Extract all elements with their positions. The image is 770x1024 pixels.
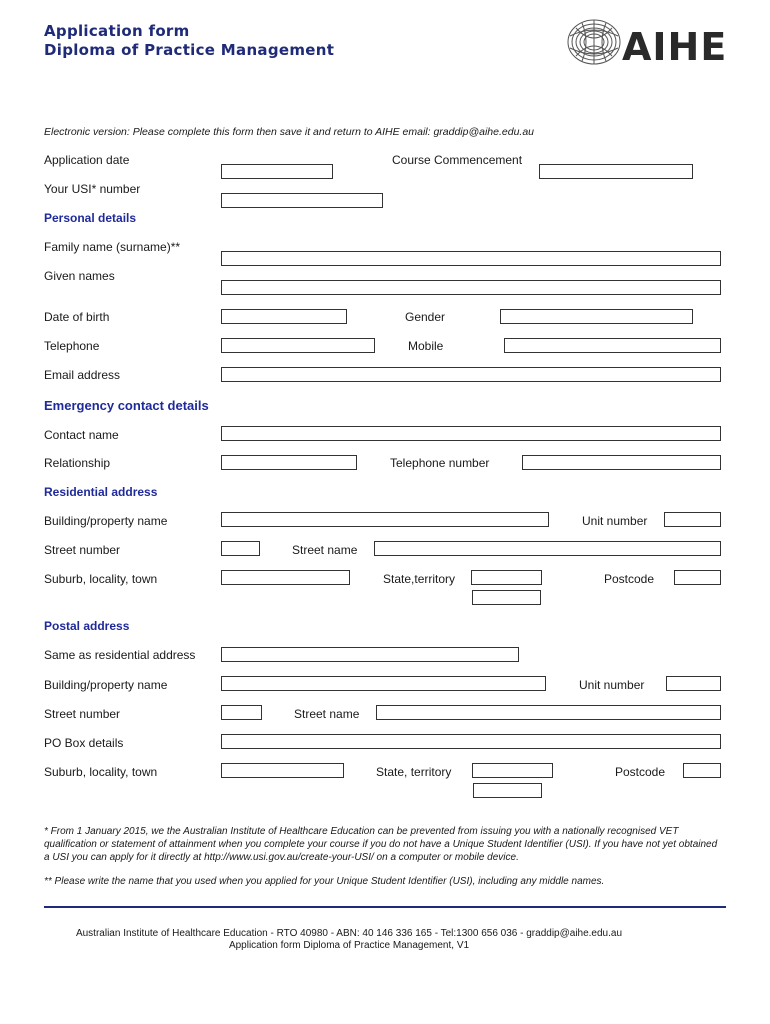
gender-label: Gender bbox=[405, 310, 446, 324]
relationship-field[interactable] bbox=[221, 455, 357, 470]
given-names-label: Given names bbox=[44, 269, 115, 283]
res-street-number-label: Street number bbox=[44, 543, 121, 557]
aihe-logo-icon bbox=[566, 18, 622, 66]
course-commencement-label: Course Commencement bbox=[392, 153, 523, 167]
course-commencement-field[interactable] bbox=[539, 164, 693, 179]
date-of-birth-field[interactable] bbox=[221, 309, 347, 324]
relationship-label: Relationship bbox=[44, 456, 111, 470]
post-suburb-label: Suburb, locality, town bbox=[44, 765, 158, 779]
usi-number-label: Your USI* number bbox=[44, 182, 141, 196]
post-street-name-field[interactable] bbox=[376, 705, 721, 720]
mobile-label: Mobile bbox=[408, 339, 444, 353]
res-suburb-field[interactable] bbox=[221, 570, 350, 585]
emergency-telephone-label: Telephone number bbox=[390, 456, 490, 470]
intro-text: Electronic version: Please complete this form then save it and return to AIHE email: graddip@aihe.edu.au bbox=[44, 126, 535, 138]
application-date-label: Application date bbox=[44, 153, 130, 167]
personal-details-heading: Personal details bbox=[44, 211, 137, 225]
family-name-field[interactable] bbox=[221, 251, 721, 266]
post-state-label: State, territory bbox=[376, 765, 452, 779]
footer-contact: Australian Institute of Healthcare Education - RTO 40980 - ABN: 40 146 336 165 - Tel:1300 656 036 - graddip@aihe.edu.au bbox=[75, 928, 623, 939]
application-date-field[interactable] bbox=[221, 164, 333, 179]
res-postcode-field[interactable] bbox=[674, 570, 721, 585]
post-suburb-field[interactable] bbox=[221, 763, 344, 778]
res-suburb-label: Suburb, locality, town bbox=[44, 572, 158, 586]
po-box-label: PO Box details bbox=[44, 736, 124, 750]
email-address-label: Email address bbox=[44, 368, 121, 382]
post-state-field[interactable] bbox=[472, 763, 553, 778]
telephone-label: Telephone bbox=[44, 339, 100, 353]
emergency-telephone-field[interactable] bbox=[522, 455, 721, 470]
date-of-birth-label: Date of birth bbox=[44, 310, 110, 324]
footer-divider bbox=[44, 906, 726, 908]
res-state-label: State,territory bbox=[383, 572, 456, 586]
post-postcode-field[interactable] bbox=[683, 763, 721, 778]
contact-name-label: Contact name bbox=[44, 428, 119, 442]
post-postcode-label: Postcode bbox=[615, 765, 666, 779]
res-state-field[interactable] bbox=[471, 570, 542, 585]
res-building-field[interactable] bbox=[221, 512, 549, 527]
emergency-contact-heading: Emergency contact details bbox=[44, 398, 209, 413]
gender-field[interactable] bbox=[500, 309, 693, 324]
mobile-field[interactable] bbox=[504, 338, 721, 353]
telephone-field[interactable] bbox=[221, 338, 375, 353]
aihe-logo-text: AIHE bbox=[622, 25, 728, 69]
post-state-field-2[interactable] bbox=[473, 783, 542, 798]
post-building-field[interactable] bbox=[221, 676, 546, 691]
form-subtitle: Diploma of Practice Management bbox=[44, 41, 335, 59]
res-street-name-label: Street name bbox=[292, 543, 358, 557]
name-note: ** Please write the name that you used when you applied for your Unique Student Identifier (USI), including any middle names. bbox=[44, 876, 605, 887]
footer-version: Application form Diploma of Practice Management, V1 bbox=[228, 940, 470, 951]
form-title: Application form bbox=[44, 22, 190, 40]
contact-name-field[interactable] bbox=[221, 426, 721, 441]
res-street-number-field[interactable] bbox=[221, 541, 260, 556]
family-name-label: Family name (surname)** bbox=[44, 240, 181, 254]
res-unit-number-field[interactable] bbox=[664, 512, 721, 527]
email-address-field[interactable] bbox=[221, 367, 721, 382]
post-street-name-label: Street name bbox=[294, 707, 360, 721]
given-names-field[interactable] bbox=[221, 280, 721, 295]
postal-address-heading: Postal address bbox=[44, 619, 130, 633]
residential-address-heading: Residential address bbox=[44, 485, 158, 499]
post-street-number-label: Street number bbox=[44, 707, 121, 721]
usi-number-field[interactable] bbox=[221, 193, 383, 208]
usi-note: * From 1 January 2015, we the Australian Institute of Healthcare Education can be prevented from issuing you with a nationally recognised VET qualification or statement of attainment when you complete your course if you do not have a Unique Student Identifier (USI). If you have not yet obtained a USI you can apply for it directly at http://www.usi.gov.au/create-your-USI/ on a computer or mobile device. bbox=[44, 826, 718, 863]
res-unit-number-label: Unit number bbox=[582, 514, 648, 528]
post-building-label: Building/property name bbox=[44, 678, 168, 692]
res-street-name-field[interactable] bbox=[374, 541, 721, 556]
same-as-residential-field[interactable] bbox=[221, 647, 519, 662]
post-street-number-field[interactable] bbox=[221, 705, 262, 720]
res-postcode-label: Postcode bbox=[604, 572, 655, 586]
same-as-residential-label: Same as residential address bbox=[44, 648, 196, 662]
res-building-label: Building/property name bbox=[44, 514, 168, 528]
post-unit-number-label: Unit number bbox=[579, 678, 645, 692]
po-box-field[interactable] bbox=[221, 734, 721, 749]
post-unit-number-field[interactable] bbox=[666, 676, 721, 691]
res-state-field-2[interactable] bbox=[472, 590, 541, 605]
